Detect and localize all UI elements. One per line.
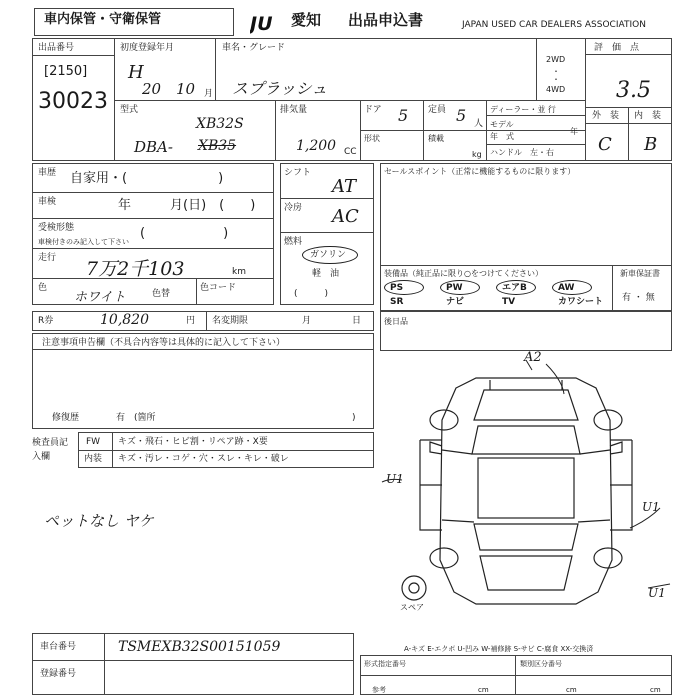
displacement-label: 排気量	[280, 105, 308, 115]
inspector-label: 検査員記入欄	[32, 438, 69, 462]
int-text: キズ・汚レ・コゲ・穴・スレ・キレ・破レ	[118, 454, 289, 464]
reg-number-label: 登録番号	[40, 669, 77, 679]
form-title: 出品申込書	[348, 11, 424, 29]
logo-text: JU	[250, 13, 273, 34]
history-label: 車歴	[38, 168, 57, 178]
drive-4wd: 4WD	[546, 85, 566, 94]
first-reg-label: 初度登録年月	[120, 43, 175, 53]
name-change-label: 名変期限	[212, 316, 249, 326]
storage-label: 車内保管・守衛保管	[44, 12, 162, 27]
ju-logo	[250, 12, 288, 34]
repair-value: 有 (箇所	[116, 413, 156, 423]
recv-note: 車検付きのみ記入して下さい	[38, 238, 129, 246]
cm-label-2: cm	[566, 686, 577, 694]
ref-label-1: 参考	[372, 686, 386, 694]
shift-label: シフト	[284, 168, 312, 178]
fuel-gas: ガソリン	[310, 250, 347, 260]
model-year-label: モデル	[490, 120, 514, 129]
displacement-unit: CC	[344, 147, 357, 157]
lot-number: 30023	[38, 89, 108, 114]
notes-label: 注意事項申告欄（不具合内容等は具体的に記入して下さい）	[42, 338, 286, 348]
recycle-frame	[32, 311, 374, 331]
type-cert-label: 形式指定番号	[364, 660, 406, 668]
drive-2wd: 2WD	[546, 55, 566, 64]
reg-month: 10	[176, 80, 196, 98]
displacement-value: 1,200	[296, 138, 337, 154]
damage-legend: A-キズ E-エクボ U-凹み W-補修跡 S-サビ C-腐食 XX-交換済	[404, 645, 594, 653]
repair-label: 修復歴	[52, 413, 80, 423]
repair-close: )	[352, 413, 356, 423]
capacity-value: 5	[456, 106, 467, 125]
recycle-value: 10,820	[100, 312, 149, 328]
model-label: 型式	[120, 105, 139, 115]
diagram-left-mark: U1	[386, 472, 404, 486]
shift-value: AT	[332, 176, 357, 197]
model-correct: XB32S	[196, 116, 244, 132]
year-label: 年 式	[490, 132, 514, 141]
delivery-label: 後日品	[384, 317, 408, 326]
exterior-value: C	[598, 134, 612, 155]
interior-label: 内 装	[634, 111, 662, 121]
int-label: 内装	[84, 454, 103, 464]
equipment-circle	[384, 280, 424, 295]
chassis-label: 車台番号	[40, 642, 77, 652]
drive-sep2: ・	[552, 75, 560, 84]
equipment-item: PW	[446, 283, 463, 293]
reg-year: 20	[142, 80, 162, 98]
equipment-circle	[440, 280, 480, 295]
equipment-circle	[496, 280, 536, 295]
reg-era: H	[128, 62, 144, 83]
sales-label: セールスポイント（正常に機能するものに限ります）	[384, 167, 576, 176]
capacity-label: 定員	[428, 105, 447, 115]
diagram-bottom-mark: U1	[648, 586, 666, 600]
color-change-label: 色替	[152, 289, 171, 299]
fw-text: キズ・飛石・ヒビ割・リペア跡・X要	[118, 437, 268, 447]
equipment-item: エアB	[502, 283, 527, 293]
handle-label: ハンドル 左・右	[490, 148, 554, 157]
equipment-item: カワシート	[558, 297, 604, 307]
recv-label: 受検形態	[38, 223, 75, 233]
equipment-item: SR	[390, 297, 404, 307]
interior-value: B	[644, 134, 658, 155]
exterior-label: 外 装	[592, 111, 620, 121]
delivery-frame	[380, 311, 672, 351]
diagram-right-mark: U1	[642, 500, 660, 514]
chassis-value: TSMEXB32S00151059	[118, 639, 281, 655]
shape-label: 形状	[364, 134, 380, 143]
drive-sep1: ・	[552, 67, 560, 76]
handwritten-note: ペットなし ヤケ	[44, 512, 154, 530]
load-unit: kg	[472, 150, 482, 159]
equipment-item: ナビ	[446, 297, 465, 307]
doors-label: ドア	[364, 105, 382, 115]
mileage-value: 7万2千103	[86, 258, 185, 280]
spare-label: スペア	[400, 603, 424, 612]
fuel-diesel: 軽 油	[312, 269, 340, 279]
warranty-value: 有 ・ 無	[622, 293, 655, 303]
car-diagram	[380, 350, 672, 625]
cm-label-3: cm	[650, 686, 661, 694]
mileage-unit: km	[232, 267, 246, 277]
diagram-top-mark: A2	[524, 350, 542, 365]
recycle-label: R券	[38, 316, 54, 326]
ac-label: 冷房	[284, 203, 303, 213]
ac-value: AC	[332, 206, 359, 227]
shift-frame	[280, 163, 374, 305]
inspection-value: 年 月(日) ( )	[118, 198, 256, 213]
recycle-unit: 円	[186, 316, 196, 326]
color-label: 色	[38, 283, 48, 293]
history-value: 自家用・( )	[70, 171, 224, 186]
fuel-label: 燃料	[284, 237, 303, 247]
load-label: 積載	[428, 134, 444, 143]
lot-label: 出品番号	[38, 43, 75, 53]
name-change-day: 日	[352, 316, 362, 326]
color-value: ホワイト	[74, 290, 126, 305]
warranty-label: 新車保証書	[620, 269, 660, 278]
capacity-unit: 人	[474, 119, 484, 129]
recv-value: ( )	[140, 226, 229, 241]
type-class-label: 類別区分番号	[520, 660, 562, 668]
cm-label-1: cm	[478, 686, 489, 694]
equipment-item: TV	[502, 297, 516, 307]
inspection-label: 車検	[38, 197, 57, 207]
color-code-label: 色コード	[200, 283, 237, 293]
mileage-label: 走行	[38, 253, 57, 263]
model-prefix: DBA-	[134, 138, 173, 156]
equipment-circle	[552, 280, 592, 295]
equipment-item: PS	[390, 283, 404, 293]
model-struck: XB35	[198, 138, 237, 154]
org-en: JAPAN USED CAR DEALERS ASSOCIATION	[462, 20, 646, 30]
doors-value: 5	[398, 106, 409, 125]
rating-value: 3.5	[616, 78, 651, 103]
dealer-label: ディーラー・並 行	[490, 105, 556, 114]
model-year-unit: 年	[570, 127, 578, 136]
car-name-label: 車名・グレード	[222, 43, 286, 53]
lot-code: [2150]	[44, 64, 88, 79]
equipment-item: AW	[558, 283, 575, 293]
fuel-other: ( )	[294, 289, 329, 299]
rating-label: 評 価 点	[594, 43, 640, 53]
equipment-label: 装備品（純正品に限り○をつけてください）	[384, 269, 543, 278]
car-name-value: スプラッシュ	[232, 79, 328, 98]
name-change-month: 月	[302, 316, 312, 326]
reg-month-unit: 月	[204, 89, 214, 99]
fw-label: FW	[86, 437, 101, 447]
equipment-grid	[384, 280, 610, 310]
org-jp: 愛知	[291, 11, 322, 29]
